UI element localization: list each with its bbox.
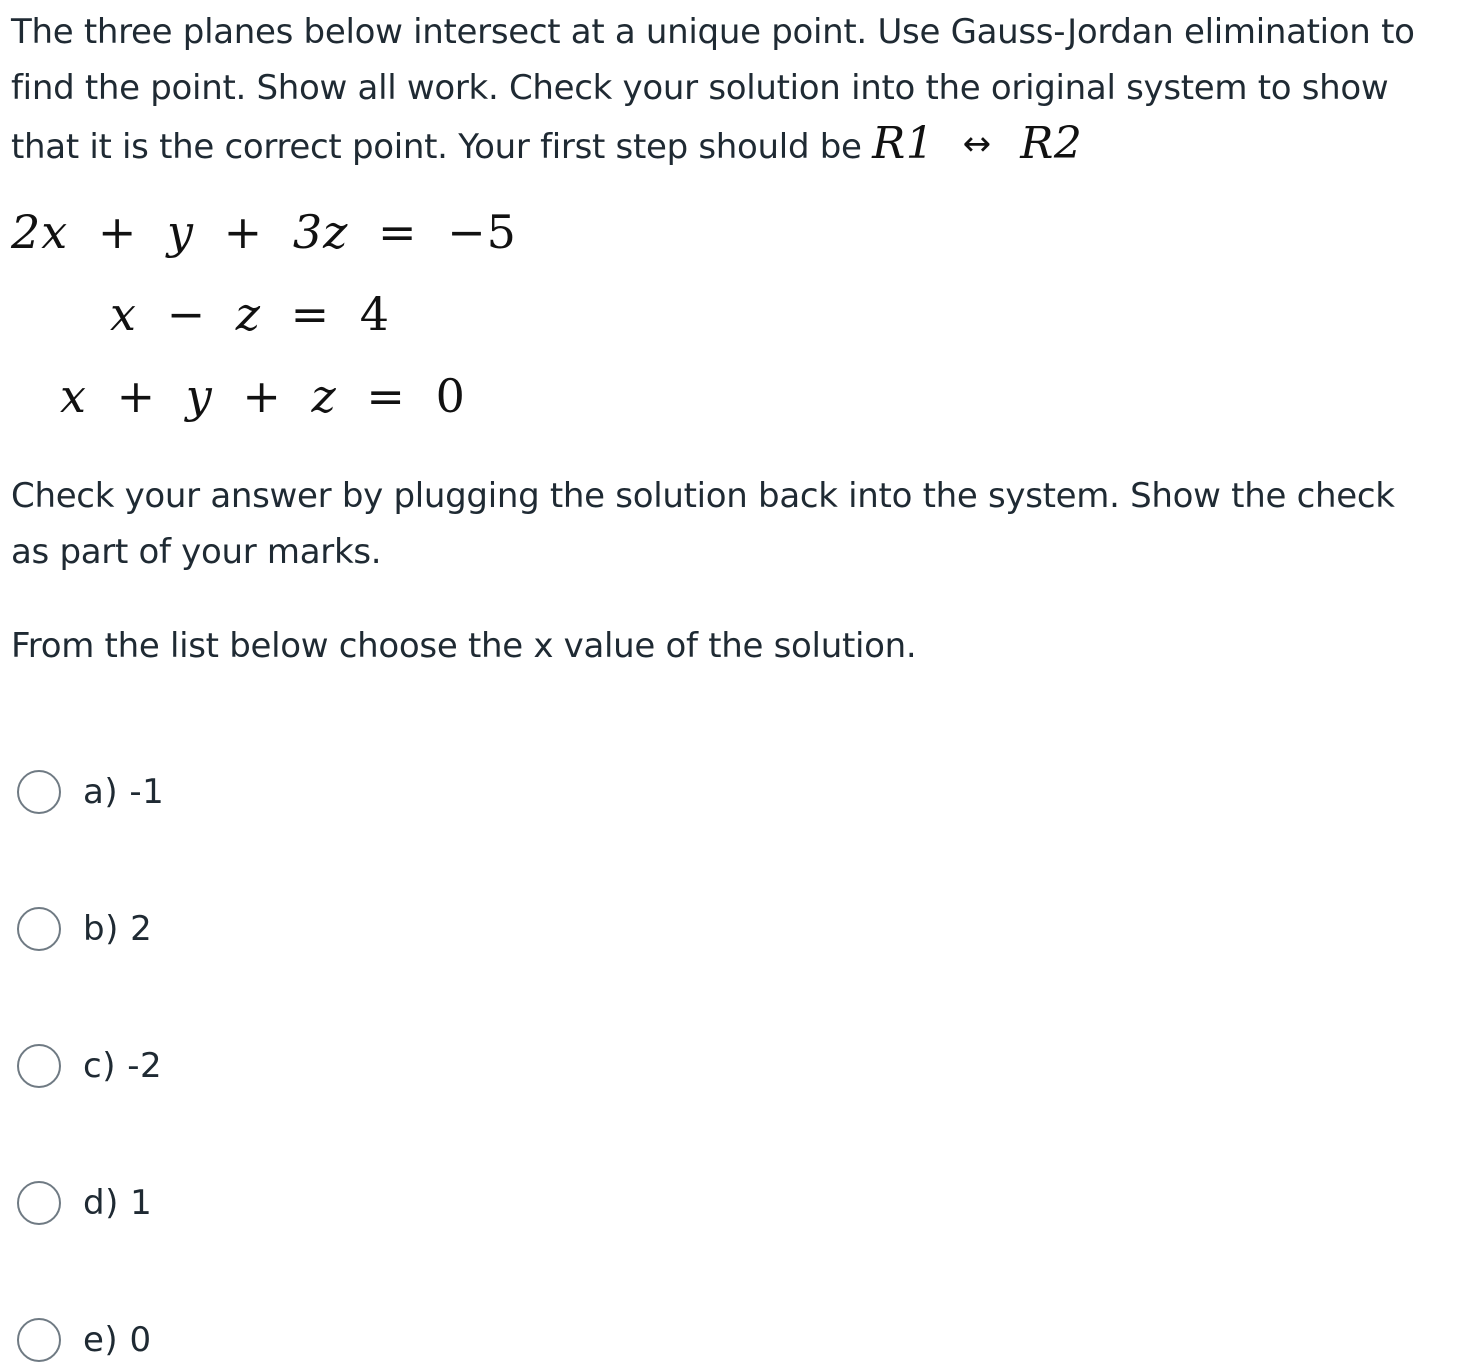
question-line-2: find the point. Show all work. Check your solution into the original system to show (11, 68, 1389, 108)
answer-option-c-label[interactable]: c) -2 (83, 1046, 163, 1086)
answer-option-a-label[interactable]: a) -1 (83, 772, 165, 812)
answer-option-a[interactable] (17, 766, 164, 818)
eq1-term-2: y (167, 205, 195, 259)
answer-option-d[interactable] (17, 1177, 152, 1229)
equation-2 (110, 287, 390, 341)
answer-option-c[interactable] (17, 1040, 162, 1092)
eq3-term-2: y (185, 369, 213, 423)
question-line-1: The three planes below intersect at a unique point. Use Gauss-Jordan elimination to (11, 12, 1415, 52)
question-line-3 (11, 116, 1456, 175)
question-line-3-text: that it is the correct point. Your first step should be (11, 127, 873, 167)
answer-option-d-label[interactable]: d) 1 (83, 1183, 153, 1223)
radio-button-e[interactable] (17, 1318, 61, 1362)
answer-option-e-label[interactable]: e) 0 (83, 1320, 152, 1360)
check-instructions (11, 468, 1395, 580)
answer-option-b[interactable] (17, 903, 152, 955)
radio-button-a[interactable] (17, 770, 61, 814)
equation-3 (60, 369, 466, 423)
eq3-equals: = (366, 369, 406, 423)
eq2-term-2: z (235, 287, 261, 341)
eq1-term-3: 3z (292, 205, 349, 259)
answer-option-e[interactable] (17, 1314, 152, 1366)
radio-button-d[interactable] (17, 1181, 61, 1225)
check-line-1: Check your answer by plugging the solution back into the system. Show the check (11, 476, 1395, 516)
eq3-term-3: z (311, 369, 337, 423)
eq1-rhs: −5 (447, 205, 517, 259)
eq2-term-1: x (110, 287, 137, 341)
answer-option-b-label[interactable]: b) 2 (83, 909, 153, 949)
row-swap-left: R1 (872, 118, 935, 169)
radio-button-c[interactable] (17, 1044, 61, 1088)
choose-prompt: From the list below choose the x value of the solution. (11, 626, 917, 666)
eq1-op-2: + (223, 205, 264, 259)
eq3-op-1: + (116, 369, 157, 423)
eq1-term-1: 2x (11, 205, 69, 259)
eq2-equals: = (290, 287, 331, 341)
eq1-op-1: + (97, 205, 138, 259)
eq2-rhs: 4 (359, 287, 391, 341)
eq2-op-1: − (166, 287, 207, 341)
eq3-rhs: 0 (435, 369, 466, 423)
equation-1 (11, 205, 517, 259)
question-prompt (11, 4, 1456, 175)
row-swap-expression (872, 118, 1082, 169)
eq3-term-1: x (60, 369, 87, 423)
eq3-op-2: + (242, 369, 282, 423)
eq1-equals: = (377, 205, 418, 259)
swap-arrow-icon: ↔ (962, 124, 992, 164)
check-line-2: as part of your marks. (11, 532, 382, 572)
radio-button-b[interactable] (17, 907, 61, 951)
row-swap-right: R2 (1020, 118, 1083, 169)
